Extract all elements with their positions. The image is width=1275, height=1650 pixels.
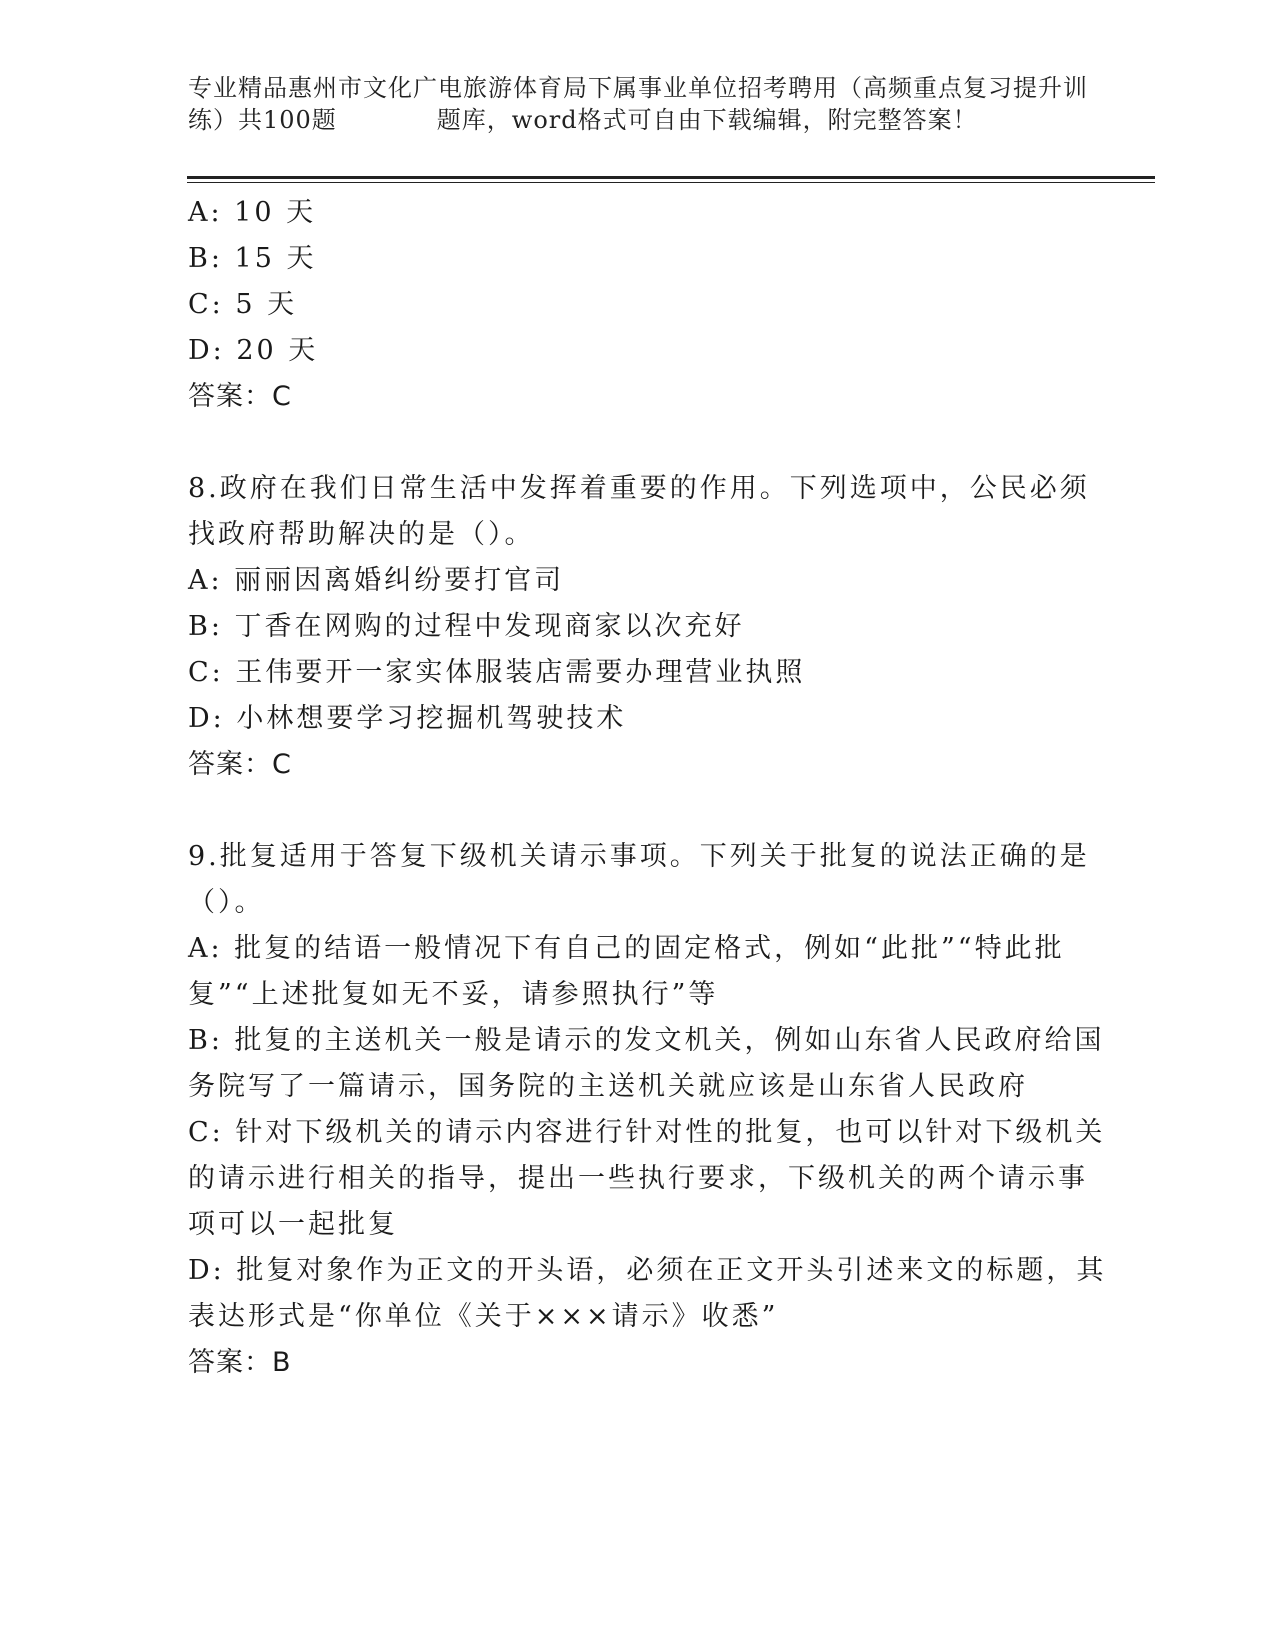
answer: 答案：C (188, 381, 292, 412)
option-c: C: 针对下级机关的请示内容进行针对性的批复，也可以针对下级机关 (188, 1117, 1106, 1148)
option-a: A: 丽丽因离婚纠纷要打官司 (188, 565, 565, 596)
header-line: 练）共100题 题库，word格式可自由下载编辑，附完整答案！ (188, 106, 978, 134)
option-b: B: 15 天 (188, 243, 317, 274)
header-rule (187, 176, 1155, 179)
question-8 (188, 466, 1088, 788)
option-d: D: 小林想要学习挖掘机驾驶技术 (188, 703, 627, 734)
header-rule-thin (187, 182, 1155, 183)
option-a: A: 批复的结语一般情况下有自己的固定格式，例如“此批”“特此批 (188, 933, 1065, 964)
option-d: D: 20 天 (188, 335, 319, 366)
option-b-cont: 务院写了一篇请示，国务院的主送机关就应该是山东省人民政府 (188, 1071, 1028, 1102)
option-b: B: 丁香在网购的过程中发现商家以次充好 (188, 611, 745, 642)
question-9 (188, 834, 1107, 1386)
question-stem: 9.批复适用于答复下级机关请示事项。下列关于批复的说法正确的是 (188, 841, 1090, 872)
option-c-cont: 项可以一起批复 (188, 1209, 398, 1240)
option-d: D: 批复对象作为正文的开头语，必须在正文开头引述来文的标题，其 (188, 1255, 1107, 1286)
question-stem: 找政府帮助解决的是（）。 (188, 519, 535, 550)
question-content (188, 190, 1107, 1386)
option-b: B: 批复的主送机关一般是请示的发文机关，例如山东省人民政府给国 (188, 1025, 1105, 1056)
option-c: C: 王伟要开一家实体服装店需要办理营业执照 (188, 657, 806, 688)
spacer (188, 788, 1088, 834)
option-d-cont: 表达形式是“你单位《关于×××请示》收悉” (188, 1301, 779, 1332)
option-c: C: 5 天 (188, 289, 298, 320)
option-a: A: 10 天 (188, 197, 317, 228)
header-line: 专业精品惠州市文化广电旅游体育局下属事业单位招考聘用（高频重点复习提升训 (188, 74, 1088, 102)
question-stem: （）。 (188, 887, 265, 918)
spacer (188, 420, 1088, 466)
option-c-cont: 的请示进行相关的指导，提出一些执行要求，下级机关的两个请示事 (188, 1163, 1088, 1194)
option-a-cont: 复”“上述批复如无不妥，请参照执行”等 (188, 979, 719, 1010)
answer: 答案：C (188, 749, 292, 780)
question-stem: 8.政府在我们日常生活中发挥着重要的作用。下列选项中，公民必须 (188, 473, 1090, 504)
question-7 (188, 190, 1088, 420)
page-header (188, 72, 1088, 136)
answer: 答案：B (188, 1347, 292, 1378)
